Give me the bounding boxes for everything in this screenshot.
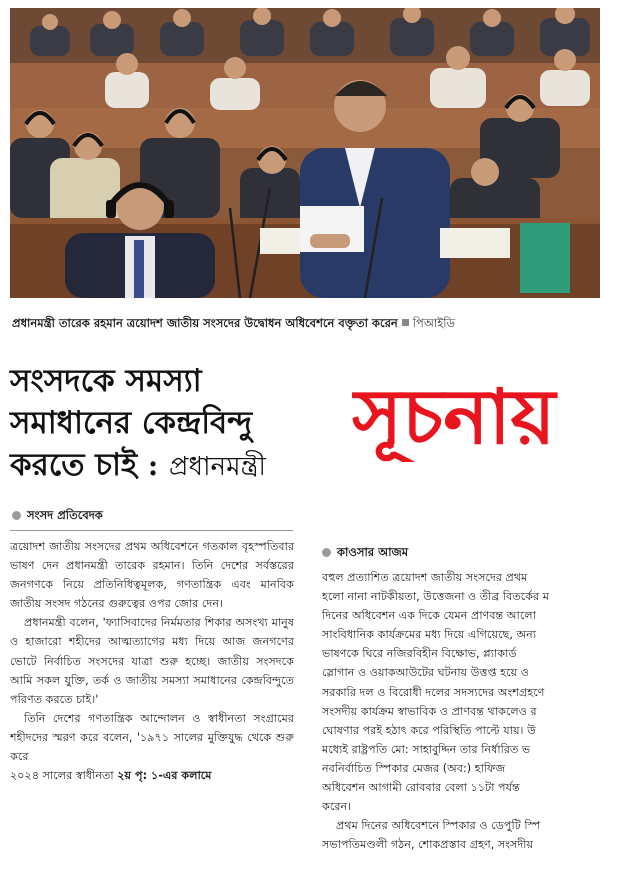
right-line: প্রথম দিনের অধিবেশনে স্পিকার ও ডেপুটি স্পি (336, 819, 541, 833)
right-line: সভাপতিমণ্ডলী গঠন, শোকপ্রস্তাব গ্রহণ, সংসদীয় (322, 838, 534, 852)
right-line: অধিবেশন আগামী রোববার বেলা ১১টা পর্যন্ত (322, 781, 520, 795)
right-line: দিনের অধিবেশন এক দিকে যেমন প্রাণবন্ত আলো (322, 609, 536, 623)
headline-line-2: সমাধানের কেন্দ্রবিন্দু (10, 405, 253, 441)
right-article-byline (322, 544, 408, 563)
photo-caption (12, 315, 612, 331)
right-line: সরকারি দল ও বিরোধী দলের সদস্যদের অংশগ্রহণে (322, 685, 545, 699)
left-byline-text: সংসদ প্রতিবেদক (27, 508, 103, 522)
headline-line-3-text: করতে চাই (10, 447, 138, 483)
right-line: হলো নানা নাটকীয়তা, উত্তেজনা ও তীব্র বিতর্কের ম (322, 590, 549, 604)
news-photo (10, 8, 600, 298)
right-line: ঘোষণার পরই হঠাৎ করে পরিস্থিতি পাল্টে যায়। উ (322, 723, 536, 737)
byline-divider (10, 530, 293, 531)
headline-colon: : (147, 449, 159, 482)
caption-separator-square (402, 319, 409, 326)
right-line: স্লোগান ও ওয়াকআউটের ঘটনায় উত্তপ্ত হয়ে ও (322, 666, 530, 680)
right-article-kicker: সূচনায় (352, 372, 556, 461)
left-last-line (10, 766, 294, 785)
right-line: নবনির্বাচিত স্পিকার মেজর (অব:) হাফিজ (322, 761, 506, 775)
parliament-photo-illustration (10, 8, 600, 298)
headline-line-3 (10, 444, 300, 488)
right-line: ভাষণকে ঘিরে নজিরবিহীন বিক্ষোভ, প্ল্যাকার্ড (322, 647, 517, 661)
caption-credit: পিআইডি (412, 316, 456, 330)
left-article-body (10, 537, 294, 785)
left-paragraph-2: প্রধানমন্ত্রী বলেন, 'ফ্যাসিবাদের নির্মমতার শিকার অসংখ্য মানুষ ও হাজারো শহীদের আত্মত্যাগের মধ্য দিয়ে আজ জনগণের ভোটে নির্বাচিত সংসদের যাত্রা শুরু হচ্ছে। জাতীয় সংসদকে আমি সকল যুক্তি, তর্ক ও জাতীয় সমস্যা সমাধানের কেন্দ্রবিন্দুতে পরিণত করতে চাই।' (10, 616, 294, 706)
headline-speaker: প্রধানমন্ত্রী (169, 452, 266, 482)
right-article-body (322, 568, 619, 854)
continuation-jump: ২য় পৃ: ১-এর কলামে (117, 769, 212, 783)
right-line: সাংবিধানিক কার্যক্রমের মধ্য দিয়ে এগিয়েছে, অন্য (322, 628, 537, 642)
left-article-byline (12, 507, 103, 526)
left-paragraph-3: তিনি দেশের গণতান্ত্রিক আন্দোলন ও স্বাধীনতা সংগ্রামের শহীদদের স্মরণ করে বলেন, '১৯৭১ সালের মুক্তিযুদ্ধ থেকে শুরু করে (10, 711, 294, 764)
headline-line-1: সংসদকে সমস্যা (10, 363, 202, 399)
right-line: মধ্যেই রাষ্ট্রপতি মো: সাহাবুদ্দিন তার নির্ধারিত ভ (322, 742, 531, 756)
left-article-headline (10, 360, 300, 488)
byline-bullet-icon (322, 548, 331, 557)
right-line: করেন। (322, 800, 352, 814)
byline-bullet-icon (12, 511, 21, 520)
right-line: বহুল প্রত্যাশিত ত্রয়োদশ জাতীয় সংসদের প্রথম (322, 571, 528, 584)
left-paragraph-1: ত্রয়োদশ জাতীয় সংসদের প্রথম অধিবেশনে গতকাল বৃহস্পতিবার ভাষণ দেন প্রধানমন্ত্রী তারেক রহমান। তিনি দেশের সর্বস্তরের জনগণকে নিয়ে প্রতিনিধিত্বমূলক, গণতান্ত্রিক এবং মানবিক জাতীয় সংসদ গঠনের গুরুত্বের ওপর জোর দেন। (10, 540, 294, 611)
left-last-line-text: ২০২৪ সালের স্বাধীনতা (10, 769, 114, 783)
caption-text: প্রধানমন্ত্রী তারেক রহমান ত্রয়োদশ জাতীয় সংসদের উদ্বোধন অধিবেশনে বক্তৃতা করেন (12, 316, 398, 330)
right-byline-text: কাওসার আজম (337, 545, 409, 559)
right-line: সংসদীয় কার্যক্রম স্বাভাবিক ও প্রাণবন্ত থাকলেও র (322, 704, 537, 718)
